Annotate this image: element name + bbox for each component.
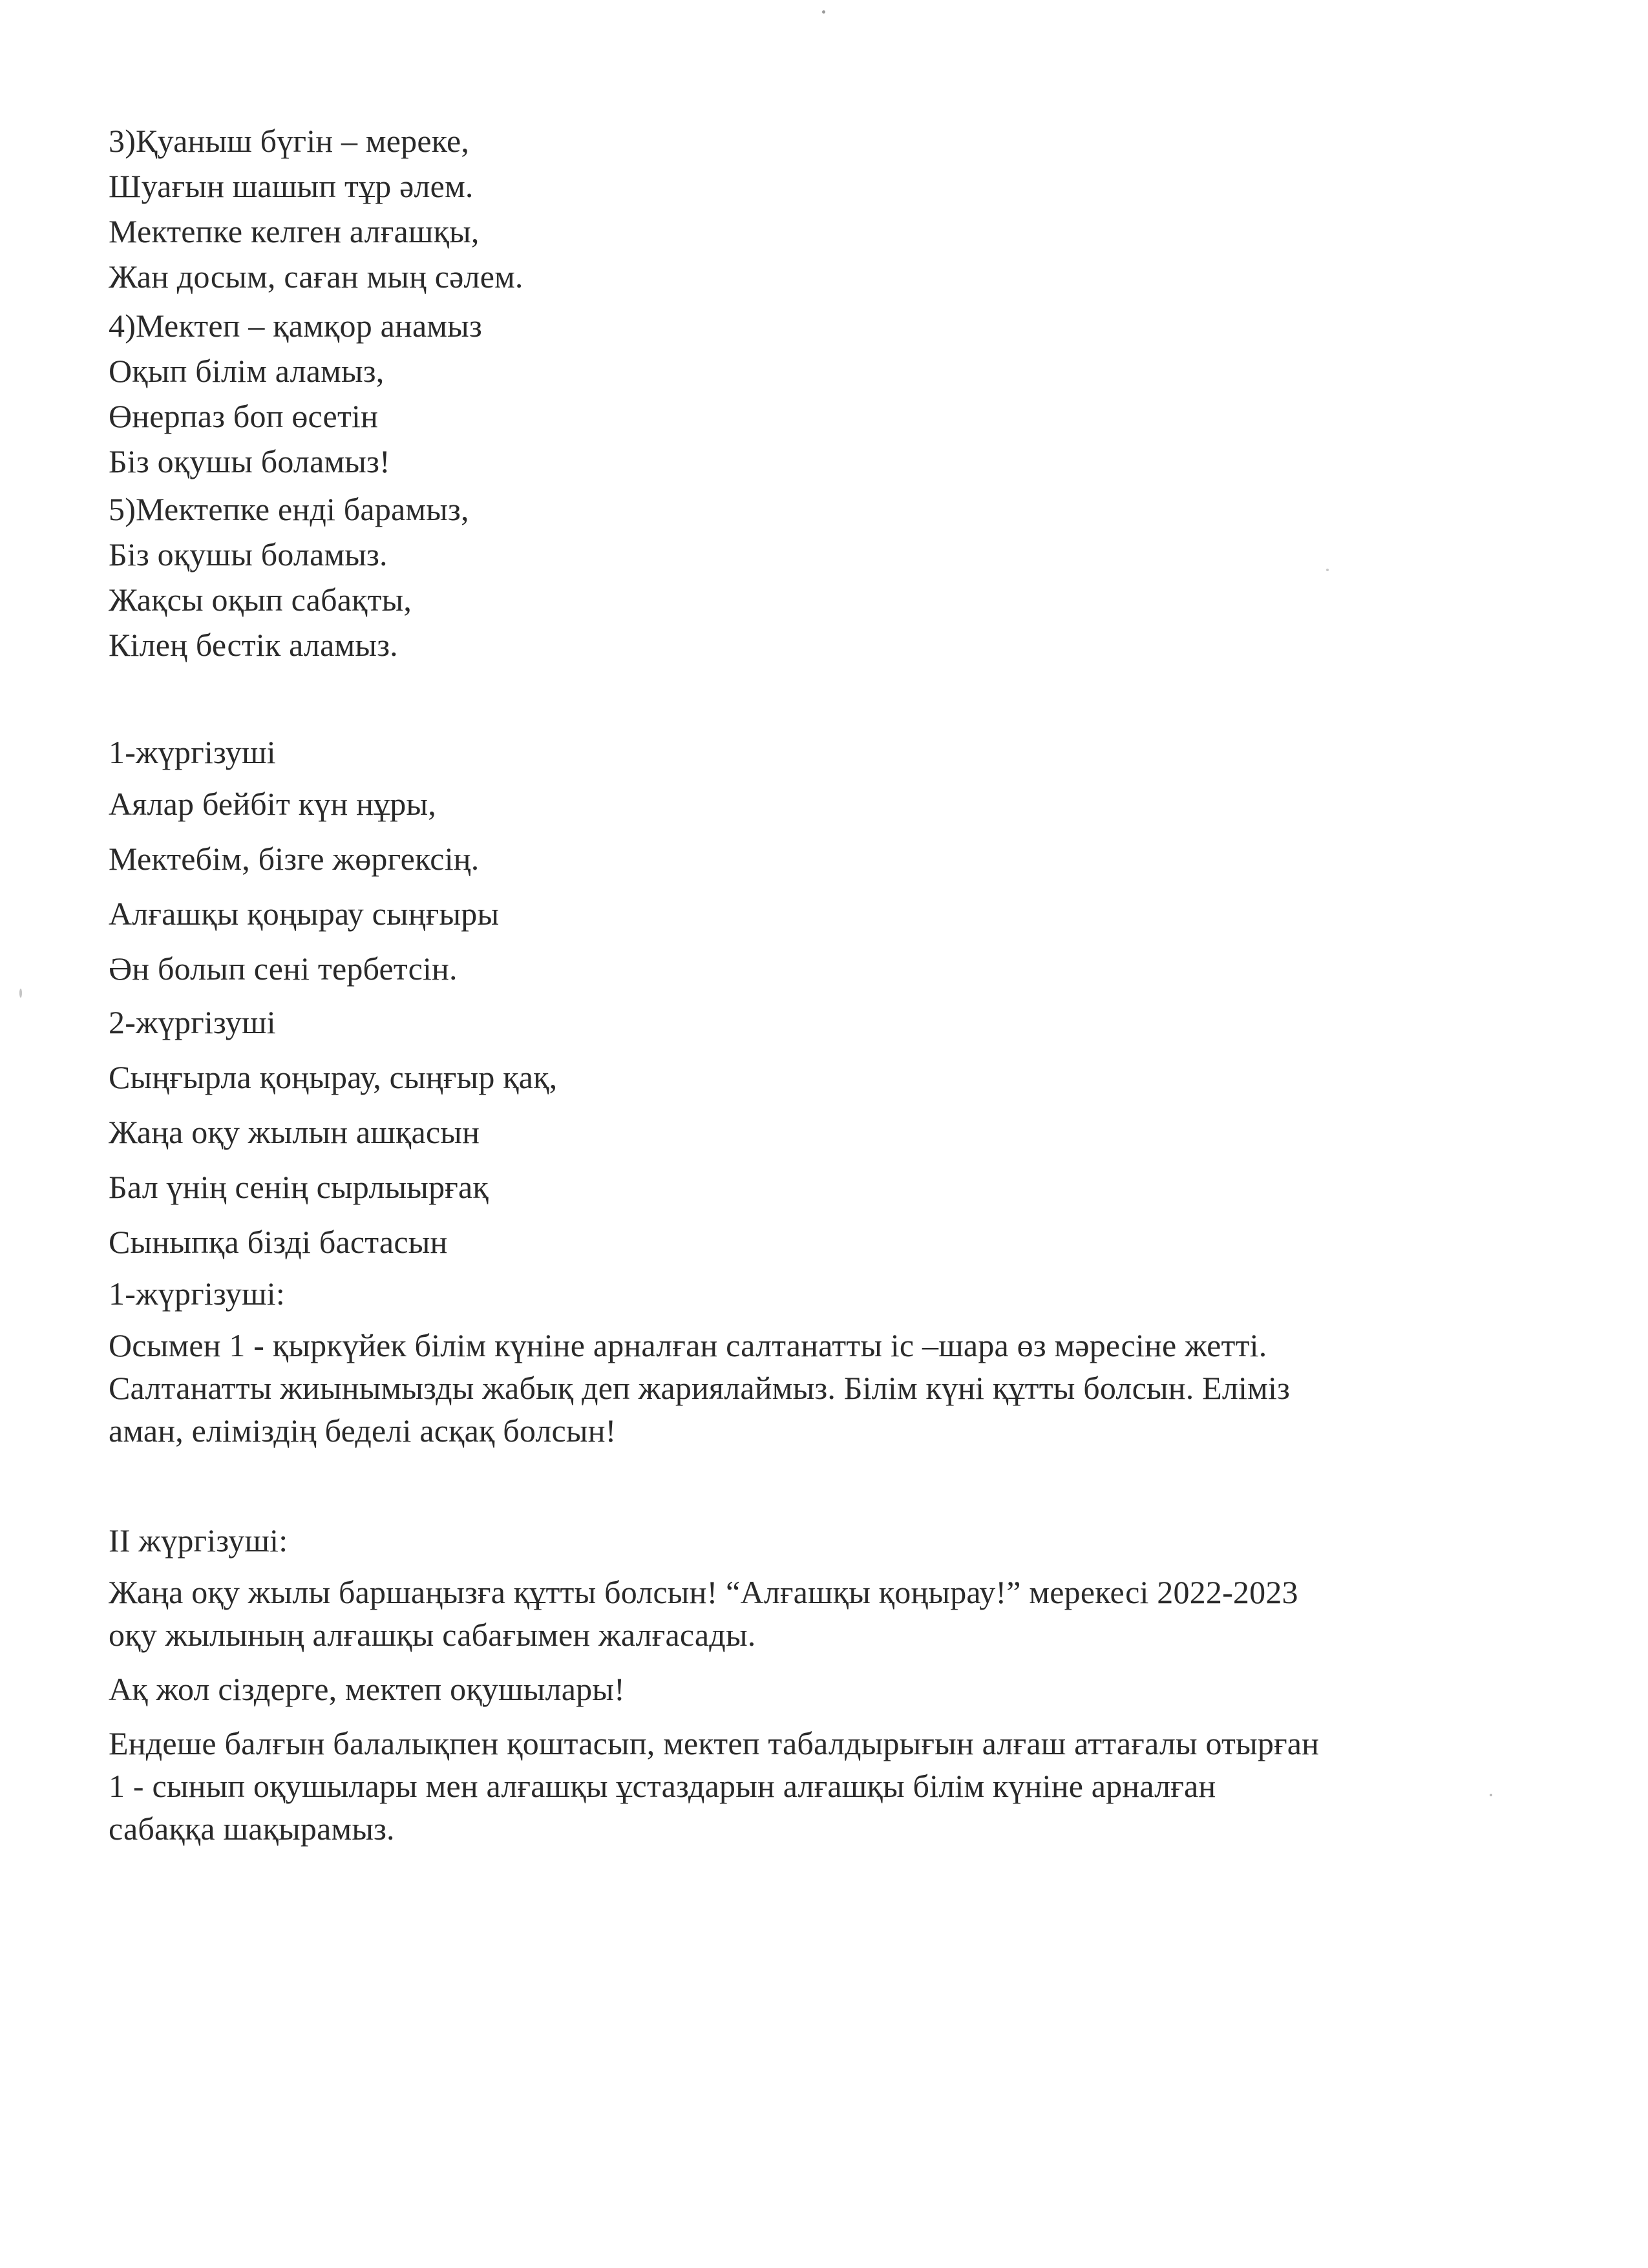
scan-speck <box>1490 1794 1492 1796</box>
host-ii-para-3-line-1: Ендеше балғын балалықпен қоштасып, мектеп табалдырығын алғаш аттағалы отырған <box>109 1725 1320 1761</box>
scan-speck <box>822 10 825 14</box>
verse-3-line-4: Жан досым, саған мың сәлем. <box>109 258 523 295</box>
host-1-line-3: Алғашқы қоңырау сыңғыры <box>109 896 500 932</box>
host-ii-para-1-line-1: Жаңа оқу жылы баршаңызға құтты болсын! “Алғашқы қоңырау!” мерекесі 2022-2023 <box>109 1574 1298 1610</box>
verse-4-line-2: Оқып білім аламыз, <box>109 353 385 389</box>
host-1-label: 1-жүргізуші <box>109 734 276 770</box>
host-2-label: 2-жүргізуші <box>109 1004 276 1040</box>
closing-paragraph-line-2: Салтанатты жиынымызды жабық деп жариялаймыз. Білім күні құтты болсын. Еліміз <box>109 1370 1290 1406</box>
verse-4-line-4: Біз оқушы боламыз! <box>109 443 390 479</box>
verse-5-line-2: Біз оқушы боламыз. <box>109 536 388 572</box>
host-ii-para-1-line-2: оқу жылының алғашқы сабағымен жалғасады. <box>109 1617 756 1653</box>
host-ii-para-3-line-2: 1 - сынып оқушылары мен алғашқы ұстаздарын алғашқы білім күніне арналған <box>109 1768 1216 1804</box>
host-2-line-4: Сыныпқа бізді бастасын <box>109 1224 448 1260</box>
verse-5-line-1: 5)Мектепке енді барамыз, <box>109 491 469 527</box>
closing-paragraph-line-3: аман, еліміздің беделі асқақ болсын! <box>109 1412 617 1449</box>
closing-paragraph-line-1: Осымен 1 - қыркүйек білім күніне арналған салтанатты іс –шара өз мәресіне жетті. <box>109 1327 1267 1363</box>
host-1-line-2: Мектебім, бізге жөргексің. <box>109 841 480 877</box>
host-2-line-3: Бал үнің сенің сырлыырғақ <box>109 1169 489 1205</box>
host-ii-para-3-line-3: сабаққа шақырамыз. <box>109 1811 395 1847</box>
verse-4-line-3: Өнерпаз боп өсетін <box>109 398 379 434</box>
scan-speck <box>19 989 22 998</box>
host-2-line-1: Сыңғырла қоңырау, сыңғыр қақ, <box>109 1059 558 1095</box>
host-ii-para-2: Ақ жол сіздерге, мектеп оқушылары! <box>109 1671 625 1707</box>
host-1-closing-label: 1-жүргізуші: <box>109 1276 285 1312</box>
verse-5-line-4: Кілең бестік аламыз. <box>109 627 398 663</box>
host-2-line-2: Жаңа оқу жылын ашқасын <box>109 1114 480 1150</box>
verse-5-line-3: Жақсы оқып сабақты, <box>109 582 412 618</box>
host-1-line-1: Аялар бейбіт күн нұры, <box>109 786 436 822</box>
verse-3-line-1: 3)Қуаныш бүгін – мереке, <box>109 123 470 159</box>
host-ii-label: ІІ жүргізуші: <box>109 1522 288 1559</box>
verse-4-line-1: 4)Мектеп – қамқор анамыз <box>109 308 482 344</box>
scan-speck <box>1326 569 1329 571</box>
verse-3-line-3: Мектепке келген алғашқы, <box>109 213 480 249</box>
host-1-line-4: Ән болып сені тербетсін. <box>109 950 458 987</box>
verse-3-line-2: Шуағын шашып тұр әлем. <box>109 168 474 204</box>
